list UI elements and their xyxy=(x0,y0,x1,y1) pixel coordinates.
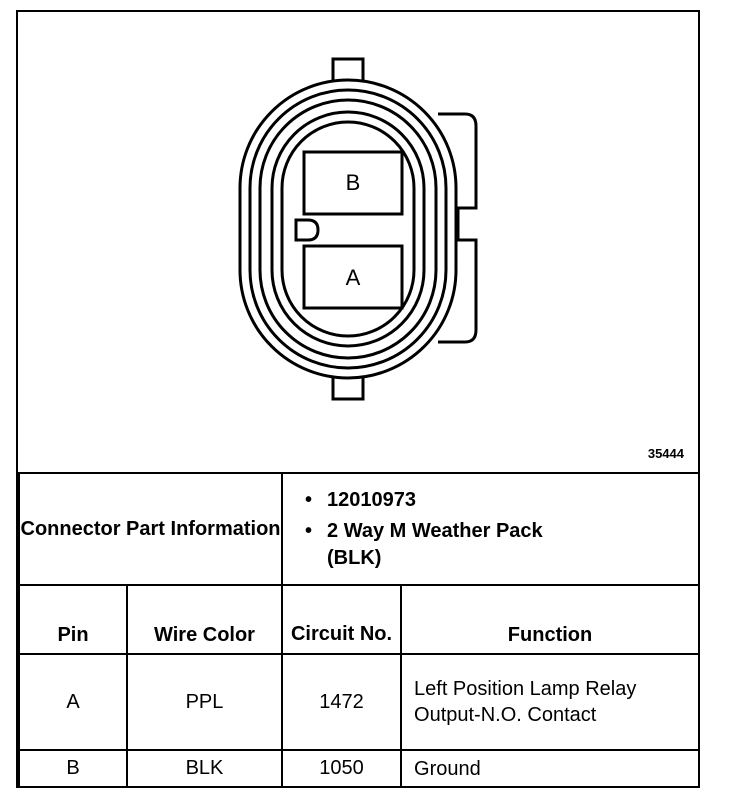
bottom-latch-tab xyxy=(333,377,363,399)
function-cell: Left Position Lamp Relay Output-N.O. Contact xyxy=(401,654,699,750)
col-header-pin: Pin xyxy=(19,585,127,654)
circuit-cell: 1050 xyxy=(282,750,401,787)
pinout-table xyxy=(18,472,700,788)
locator-bump xyxy=(296,220,318,240)
connector-diagram xyxy=(18,12,698,470)
figure-number: 35444 xyxy=(647,446,684,461)
table-row xyxy=(19,654,699,750)
function-cell: Ground xyxy=(401,750,699,787)
wire-color-cell: PPL xyxy=(127,654,282,750)
part-info-row xyxy=(19,473,699,585)
part-info-list xyxy=(282,473,699,585)
col-header-function: Function xyxy=(401,585,699,654)
col-header-wire-color: Wire Color xyxy=(127,585,282,654)
table-row xyxy=(19,750,699,787)
top-latch-tab xyxy=(333,59,363,81)
cavity-b-label: B xyxy=(345,170,361,195)
header-row xyxy=(19,585,699,654)
part-number: • 12010973 xyxy=(327,487,698,514)
pin-cell: A xyxy=(19,654,127,750)
cavity-a-label: A xyxy=(345,265,361,290)
connector-face-drawing xyxy=(18,12,698,470)
wire-color-cell: BLK xyxy=(127,750,282,787)
part-description: • 2 Way M Weather Pack (BLK) xyxy=(327,518,547,572)
diagram-frame xyxy=(16,10,700,788)
col-header-circuit: Circuit No. xyxy=(282,585,401,654)
circuit-cell: 1472 xyxy=(282,654,401,750)
part-info-label: Connector Part Information xyxy=(19,473,282,585)
pin-cell: B xyxy=(19,750,127,787)
